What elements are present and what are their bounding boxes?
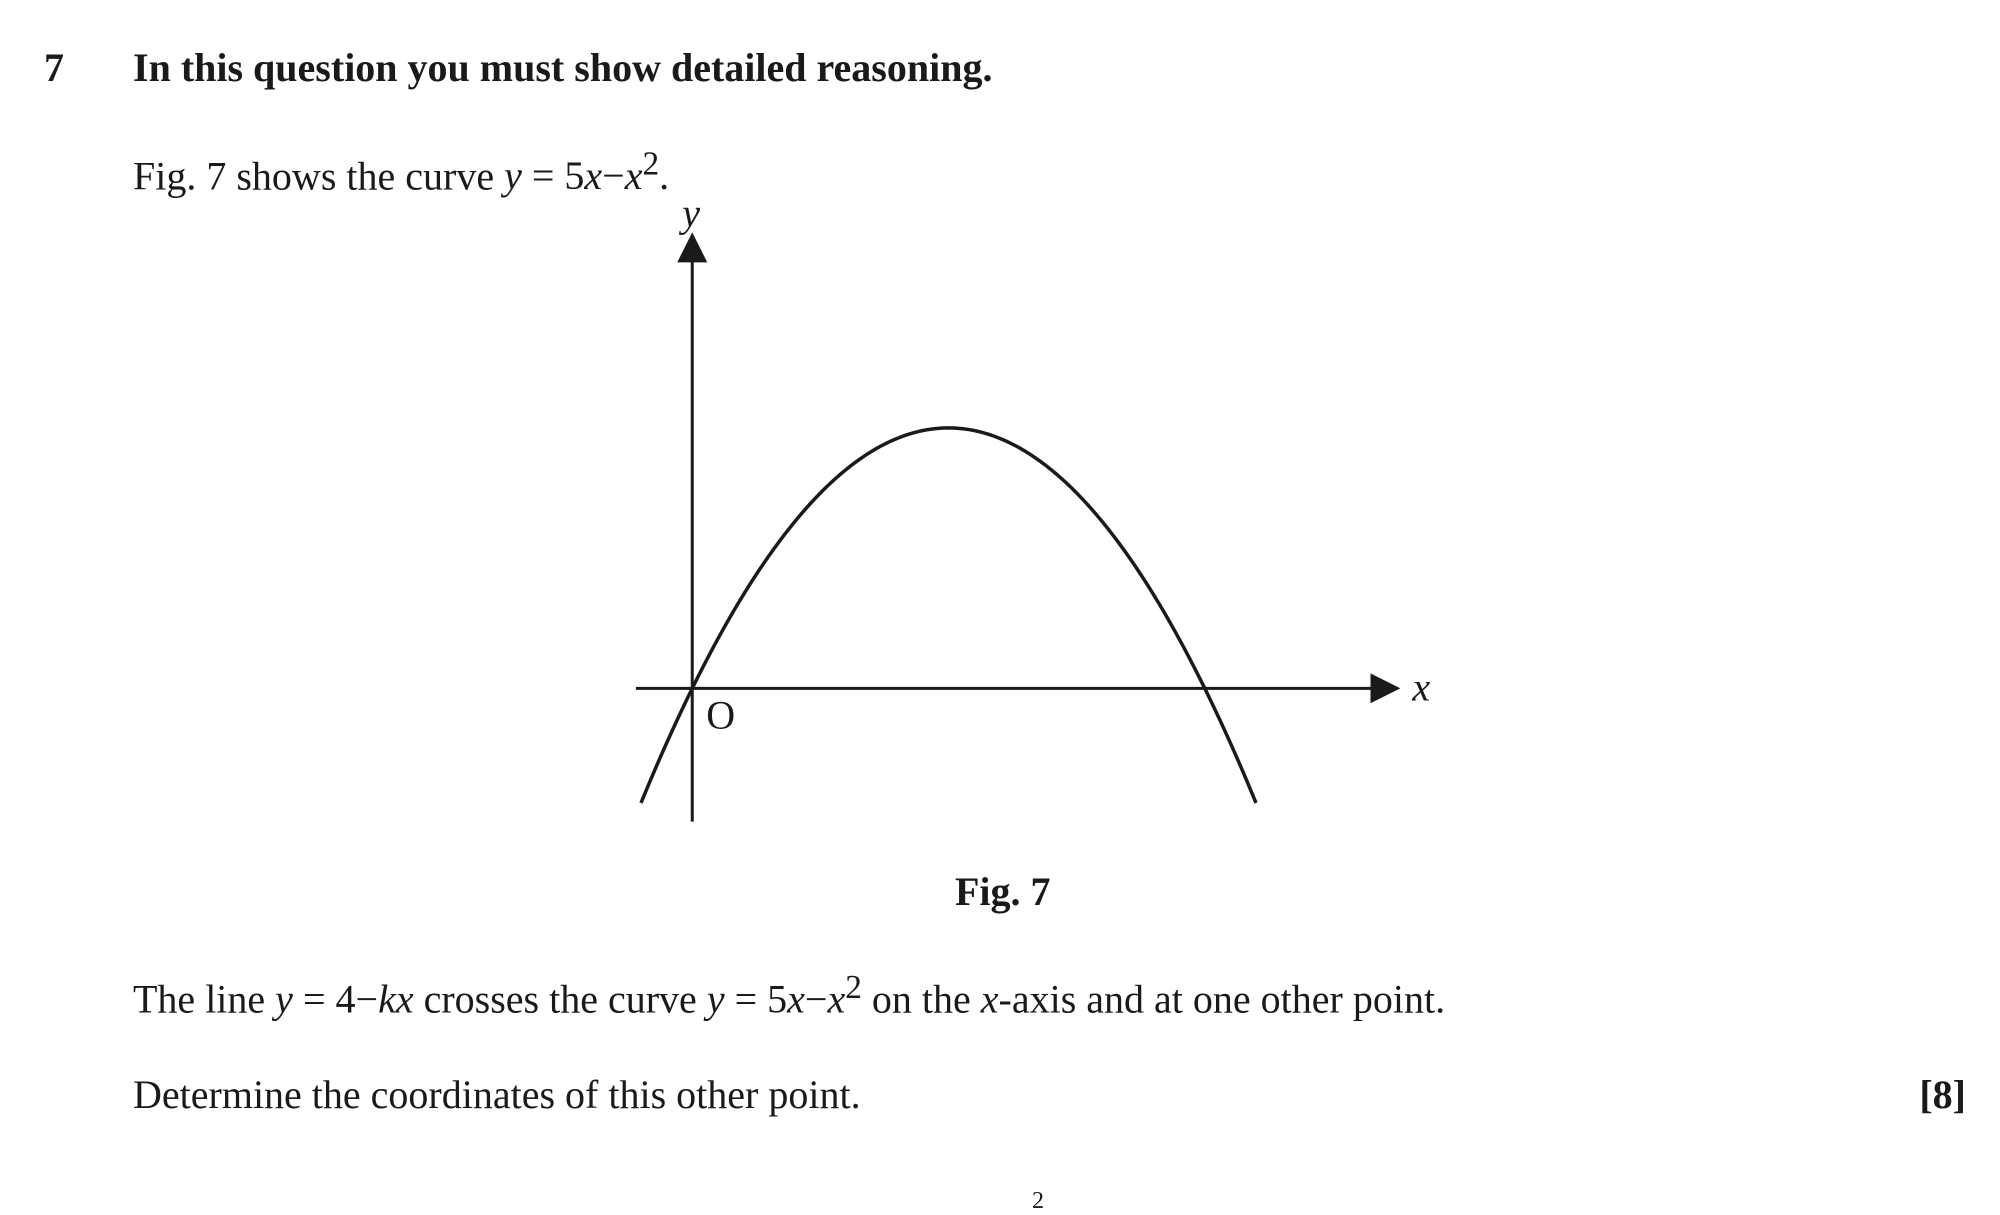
marks-label: [8] <box>1919 1072 1966 1117</box>
origin-label: O <box>706 692 736 738</box>
curve-figure <box>600 190 1431 830</box>
x-axis-label: x <box>1412 664 1431 710</box>
curve-equation: $y = 5x-x^2$. <box>504 146 670 199</box>
question-instruction: In this question you must show detailed reasoning. <box>133 45 993 90</box>
parabola-curve <box>641 428 1256 803</box>
page-bottom-fragment: 2 <box>1032 1188 1044 1214</box>
y-axis-label: y <box>682 190 701 236</box>
intro-line <box>133 146 669 199</box>
figure-caption: Fig. 7 <box>955 869 1051 914</box>
statement-line: The line y = 4−kx crosses the curve $y = 5x-x^2$ on the x-axis and at one other point. <box>133 969 1446 1022</box>
question-number: 7 <box>44 45 64 90</box>
intro-text: Fig. 7 shows the curve <box>133 153 495 199</box>
task-line: Determine the coordinates of this other point. <box>133 1072 861 1117</box>
